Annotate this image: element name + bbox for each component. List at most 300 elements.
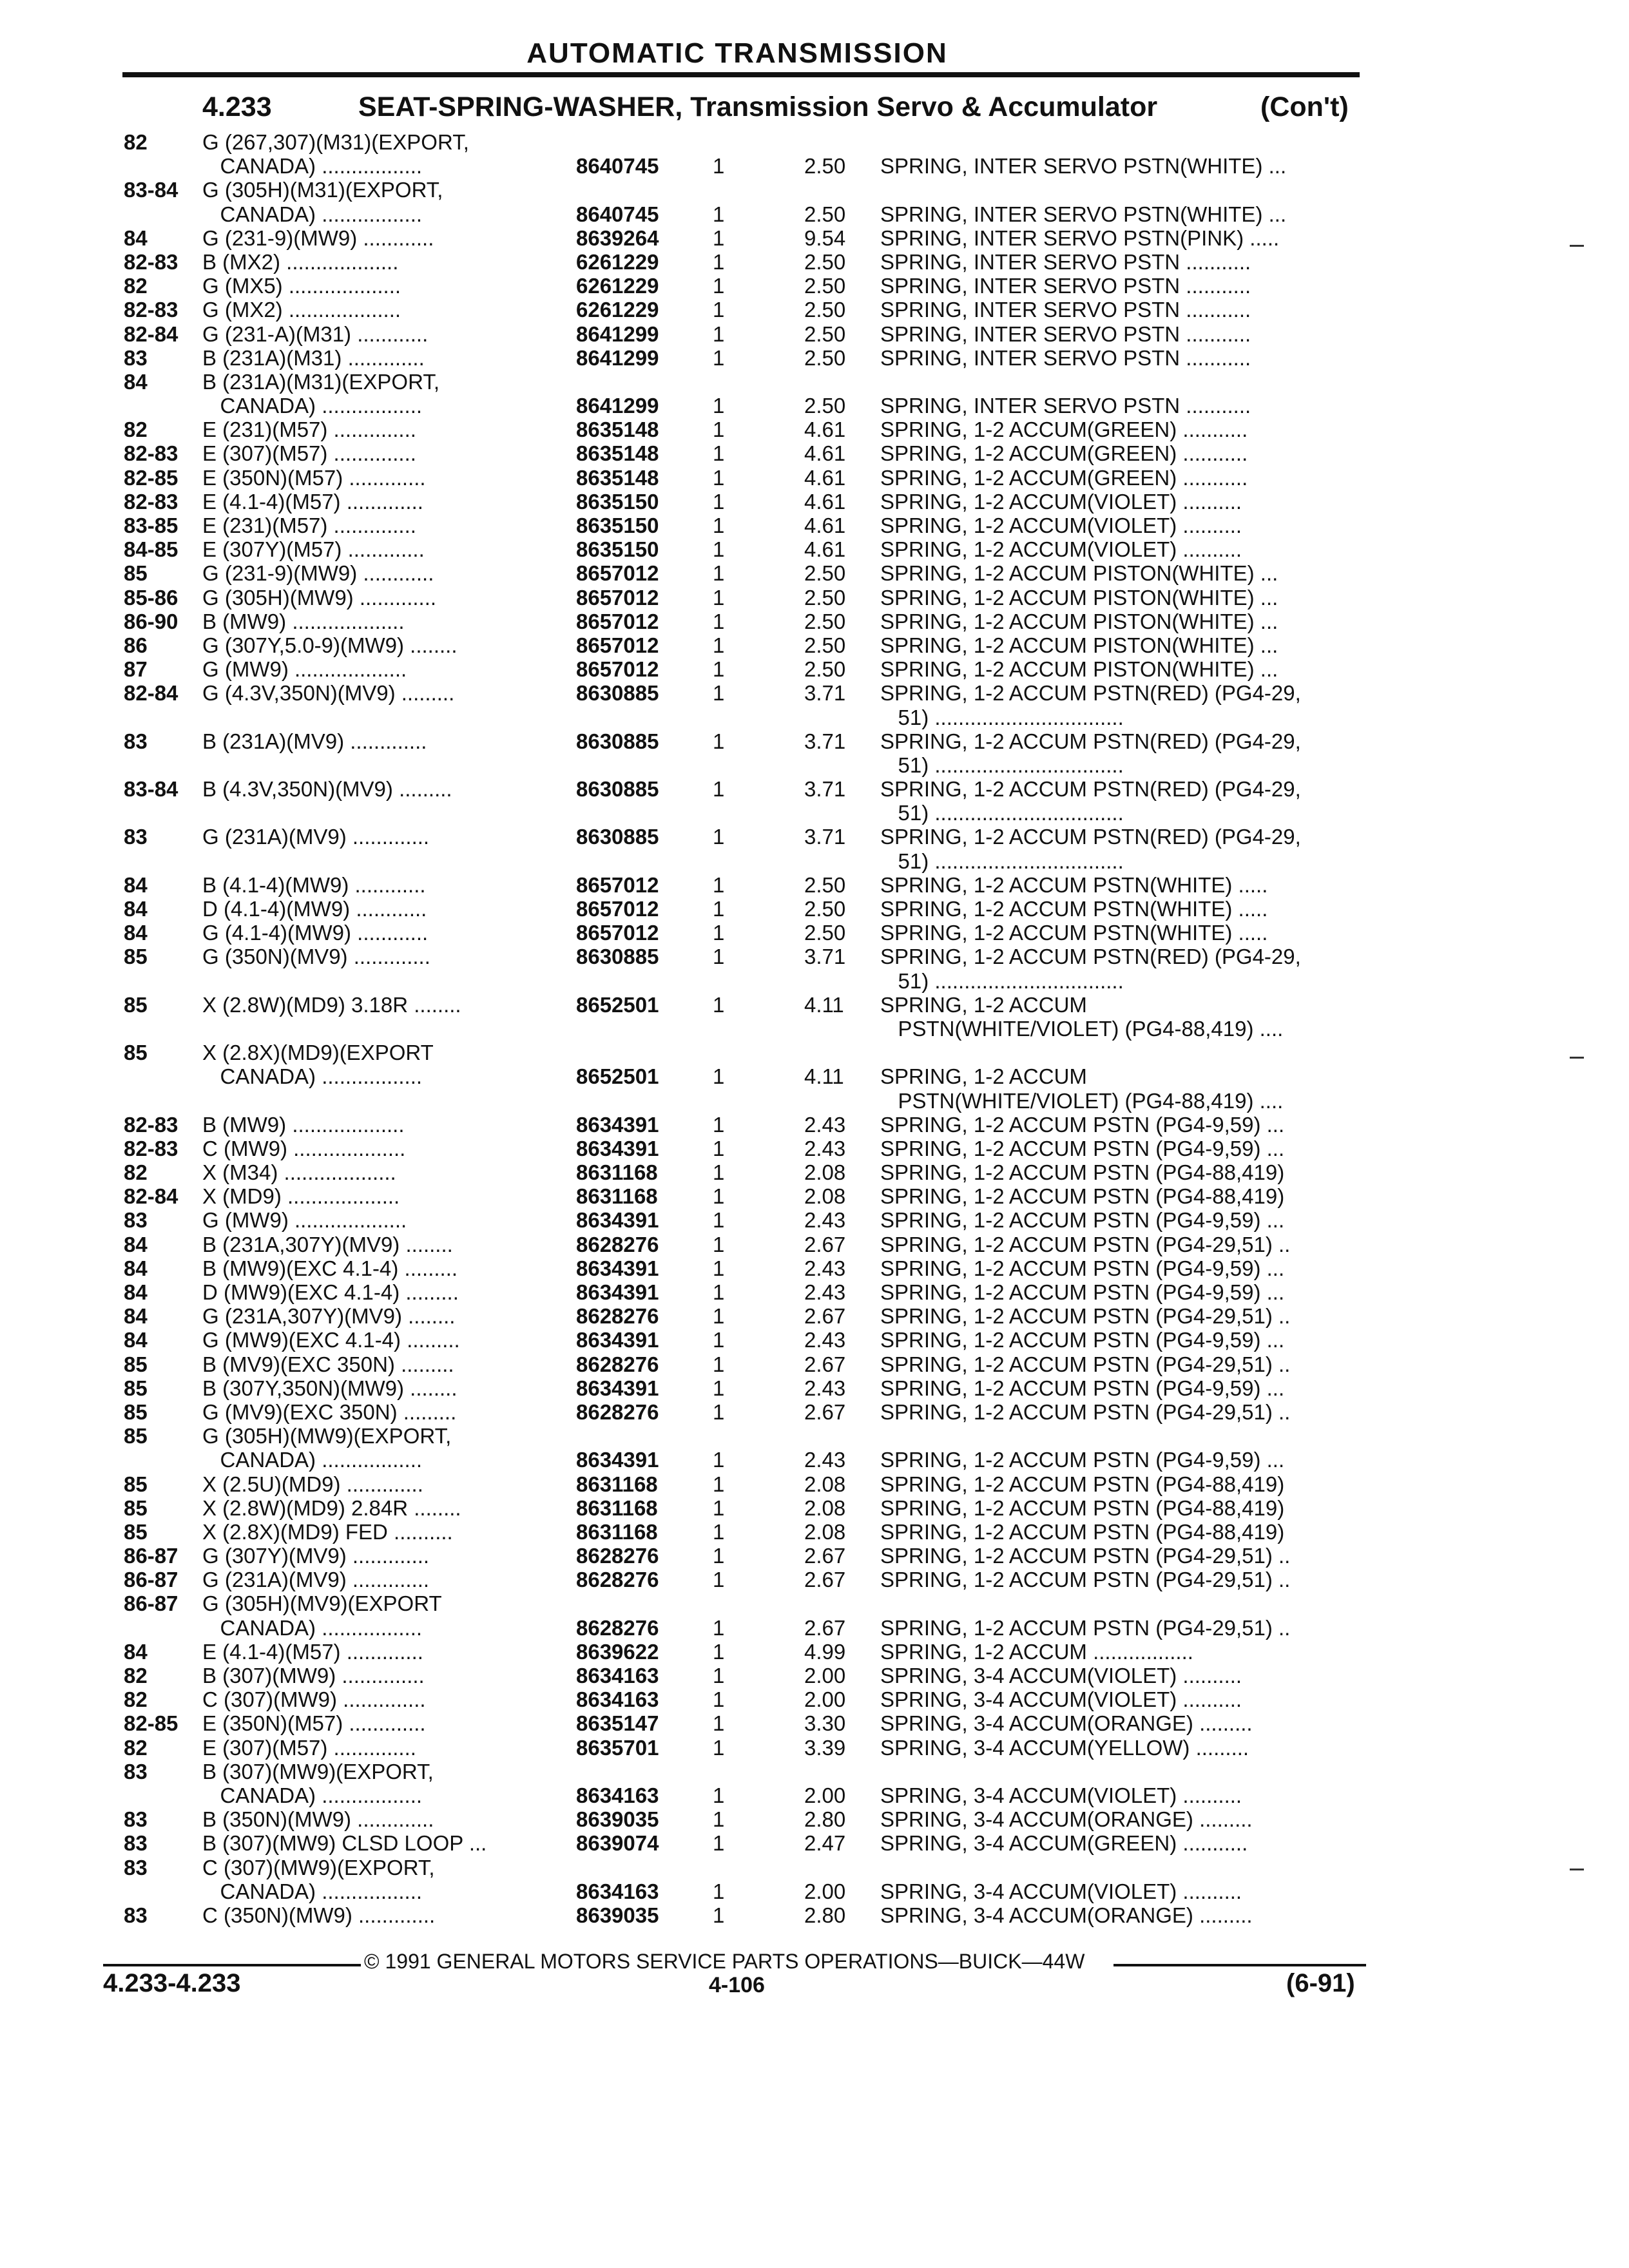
model-year: 82-83 bbox=[124, 1136, 178, 1160]
part-description: SPRING, 1-2 ACCUM PSTN (PG4-9,59) ... bbox=[880, 1280, 1285, 1304]
part-number: 8635150 bbox=[576, 537, 659, 562]
application: CANADA) ................. bbox=[202, 1879, 423, 1903]
part-number: 8634163 bbox=[576, 1687, 659, 1712]
quantity: 1 bbox=[713, 1184, 725, 1209]
part-description: SPRING, 1-2 ACCUM PSTN (PG4-9,59) ... bbox=[880, 1376, 1285, 1400]
part-description: SPRING, 1-2 ACCUM PISTON(WHITE) ... bbox=[880, 609, 1278, 633]
quantity: 1 bbox=[713, 249, 725, 274]
price: 3.71 bbox=[804, 945, 846, 969]
footer-page-number: 4-106 bbox=[709, 1973, 765, 1997]
quantity: 1 bbox=[713, 1256, 725, 1280]
application: G (231A,307Y)(MV9) ........ bbox=[202, 1304, 456, 1329]
quantity: 1 bbox=[713, 921, 725, 945]
price: 2.43 bbox=[804, 1256, 846, 1280]
part-description: SPRING, 1-2 ACCUM PSTN(RED) (PG4-29, bbox=[880, 681, 1301, 706]
price: 2.00 bbox=[804, 1783, 846, 1807]
part-number: 8639074 bbox=[576, 1831, 659, 1856]
part-description: SPRING, 1-2 ACCUM PSTN(WHITE) ..... bbox=[880, 921, 1268, 945]
model-year: 85 bbox=[124, 1399, 148, 1424]
quantity: 1 bbox=[713, 1232, 725, 1256]
model-year: 84 bbox=[124, 1256, 148, 1280]
quantity: 1 bbox=[713, 872, 725, 897]
table-row bbox=[0, 657, 1629, 681]
quantity: 1 bbox=[713, 1208, 725, 1233]
application: G (231-A)(M31) ............ bbox=[202, 322, 429, 346]
quantity: 1 bbox=[713, 1903, 725, 1927]
table-row bbox=[0, 1400, 1629, 1424]
part-description: SPRING, 1-2 ACCUM ................. bbox=[880, 1639, 1193, 1664]
part-number: 8630885 bbox=[576, 777, 659, 802]
application: X (2.8W)(MD9) 3.18R ........ bbox=[202, 992, 461, 1017]
quantity: 1 bbox=[713, 1472, 725, 1496]
part-description: SPRING, INTER SERVO PSTN ........... bbox=[880, 345, 1251, 370]
price: 2.50 bbox=[804, 872, 846, 897]
price: 2.00 bbox=[804, 1664, 846, 1687]
table-row bbox=[0, 1137, 1629, 1160]
part-number: 8631168 bbox=[576, 1160, 658, 1185]
table-row bbox=[0, 1352, 1629, 1376]
table-row bbox=[0, 633, 1629, 657]
part-number: 6261229 bbox=[576, 274, 659, 298]
price: 2.43 bbox=[804, 1208, 846, 1233]
model-year: 82-83 bbox=[124, 298, 178, 322]
price: 2.50 bbox=[804, 274, 846, 298]
price: 3.71 bbox=[804, 825, 846, 849]
model-year: 83 bbox=[124, 1903, 148, 1927]
part-description: SPRING, 1-2 ACCUM PSTN(RED) (PG4-29, bbox=[880, 729, 1301, 753]
application: B (231A)(MV9) ............. bbox=[202, 729, 427, 753]
model-year: 83 bbox=[124, 1831, 148, 1856]
table-row bbox=[0, 322, 1629, 346]
table-row bbox=[0, 801, 1629, 825]
part-description: SPRING, 1-2 ACCUM(VIOLET) .......... bbox=[880, 537, 1242, 562]
quantity: 1 bbox=[713, 202, 725, 226]
application: B (231A,307Y)(MV9) ........ bbox=[202, 1232, 453, 1256]
header-rule bbox=[122, 72, 1360, 77]
table-row bbox=[0, 250, 1629, 274]
part-number: 8634391 bbox=[576, 1256, 659, 1280]
table-row bbox=[0, 154, 1629, 178]
quantity: 1 bbox=[713, 489, 725, 514]
application: G (231-9)(MW9) ............ bbox=[202, 226, 434, 250]
table-row bbox=[0, 490, 1629, 514]
price: 2.50 bbox=[804, 633, 846, 657]
model-year: 82-83 bbox=[124, 1112, 178, 1137]
application: B (MW9)(EXC 4.1-4) ......... bbox=[202, 1256, 458, 1280]
part-number: 8657012 bbox=[576, 657, 659, 682]
table-row bbox=[0, 441, 1629, 465]
quantity: 1 bbox=[713, 1735, 725, 1760]
application: E (350N)(M57) ............. bbox=[202, 465, 426, 490]
table-row bbox=[0, 1736, 1629, 1760]
part-description: SPRING, 1-2 ACCUM PISTON(WHITE) ... bbox=[880, 561, 1278, 586]
quantity: 1 bbox=[713, 298, 725, 322]
part-description: SPRING, 1-2 ACCUM PSTN (PG4-88,419) bbox=[880, 1472, 1285, 1496]
model-year: 83-85 bbox=[124, 514, 178, 537]
model-year: 82-84 bbox=[124, 1184, 178, 1209]
model-year: 83 bbox=[124, 1855, 148, 1879]
application: G (307Y,5.0-9)(MW9) ........ bbox=[202, 633, 458, 657]
footer-date: (6-91) bbox=[1286, 1969, 1355, 1997]
application: C (MW9) ................... bbox=[202, 1136, 406, 1160]
table-row bbox=[0, 849, 1629, 873]
price: 3.71 bbox=[804, 777, 846, 802]
part-number: 8635148 bbox=[576, 465, 659, 490]
model-year: 84 bbox=[124, 1639, 148, 1664]
model-year: 84 bbox=[124, 921, 148, 945]
table-row bbox=[0, 1544, 1629, 1568]
table-row bbox=[0, 226, 1629, 250]
table-row bbox=[0, 514, 1629, 537]
model-year: 84 bbox=[124, 897, 148, 921]
application: B (MW9) ................... bbox=[202, 1112, 405, 1137]
price: 2.43 bbox=[804, 1328, 846, 1352]
table-row bbox=[0, 298, 1629, 322]
part-description: SPRING, INTER SERVO PSTN ........... bbox=[880, 274, 1251, 298]
margin-tick bbox=[1570, 1057, 1584, 1059]
quantity: 1 bbox=[713, 226, 725, 250]
quantity: 1 bbox=[713, 825, 725, 849]
quantity: 1 bbox=[713, 1544, 725, 1568]
model-year: 83 bbox=[124, 1759, 148, 1783]
model-year: 85 bbox=[124, 992, 148, 1017]
quantity: 1 bbox=[713, 992, 725, 1017]
quantity: 1 bbox=[713, 585, 725, 610]
part-description: PSTN(WHITE/VIOLET) (PG4-88,419) .... bbox=[880, 1016, 1284, 1041]
price: 3.71 bbox=[804, 729, 846, 753]
application: B (307)(MW9) .............. bbox=[202, 1664, 425, 1687]
price: 2.50 bbox=[804, 585, 846, 610]
part-number: 8640745 bbox=[576, 154, 659, 178]
part-number: 8634391 bbox=[576, 1208, 659, 1233]
quantity: 1 bbox=[713, 1519, 725, 1544]
model-year: 82 bbox=[124, 1160, 148, 1185]
table-row bbox=[0, 729, 1629, 753]
part-number: 8630885 bbox=[576, 825, 659, 849]
table-row bbox=[0, 394, 1629, 418]
table-row bbox=[0, 537, 1629, 561]
model-year: 84 bbox=[124, 1304, 148, 1329]
price: 2.50 bbox=[804, 921, 846, 945]
part-number: 8628276 bbox=[576, 1304, 659, 1329]
model-year: 85 bbox=[124, 1041, 148, 1065]
part-number: 8635150 bbox=[576, 514, 659, 537]
part-description: SPRING, 1-2 ACCUM PSTN (PG4-88,419) bbox=[880, 1519, 1285, 1544]
table-row bbox=[0, 1160, 1629, 1184]
part-description: 51) ................................ bbox=[880, 968, 1124, 993]
model-year: 83 bbox=[124, 345, 148, 370]
part-number: 8635148 bbox=[576, 441, 659, 466]
part-description: SPRING, 1-2 ACCUM PISTON(WHITE) ... bbox=[880, 585, 1278, 610]
part-description: SPRING, 3-4 ACCUM(ORANGE) ......... bbox=[880, 1807, 1253, 1832]
table-row bbox=[0, 1831, 1629, 1855]
part-description: SPRING, 1-2 ACCUM PSTN (PG4-29,51) .. bbox=[880, 1232, 1291, 1256]
table-row bbox=[0, 1233, 1629, 1256]
model-year: 83 bbox=[124, 729, 148, 753]
part-number: 8634163 bbox=[576, 1783, 659, 1807]
table-row bbox=[0, 130, 1629, 154]
quantity: 1 bbox=[713, 274, 725, 298]
part-description: SPRING, INTER SERVO PSTN(WHITE) ... bbox=[880, 154, 1287, 178]
application: CANADA) ................. bbox=[202, 1448, 423, 1472]
application: E (307Y)(M57) ............. bbox=[202, 537, 425, 562]
table-row bbox=[0, 274, 1629, 298]
part-number: 8657012 bbox=[576, 585, 659, 610]
part-description: SPRING, 1-2 ACCUM PSTN (PG4-88,419) bbox=[880, 1495, 1285, 1520]
application: B (350N)(MW9) ............. bbox=[202, 1807, 434, 1832]
part-description: SPRING, 3-4 ACCUM(YELLOW) ......... bbox=[880, 1735, 1249, 1760]
table-row bbox=[0, 1089, 1629, 1113]
table-row bbox=[0, 1856, 1629, 1879]
part-description: 51) ................................ bbox=[880, 705, 1124, 729]
part-description: SPRING, INTER SERVO PSTN ........... bbox=[880, 249, 1251, 274]
part-description: SPRING, 1-2 ACCUM PSTN (PG4-9,59) ... bbox=[880, 1208, 1285, 1233]
part-description: 51) ................................ bbox=[880, 849, 1124, 873]
application: X (2.5U)(MD9) ............. bbox=[202, 1472, 423, 1496]
price: 2.50 bbox=[804, 897, 846, 921]
price: 4.61 bbox=[804, 465, 846, 490]
table-row bbox=[0, 1472, 1629, 1496]
quantity: 1 bbox=[713, 1879, 725, 1903]
application: CANADA) ................. bbox=[202, 202, 423, 226]
application: G (267,307)(M31)(EXPORT, bbox=[202, 130, 469, 154]
application: CANADA) ................. bbox=[202, 1064, 423, 1089]
model-year: 85 bbox=[124, 1424, 148, 1448]
part-number: 8635147 bbox=[576, 1711, 659, 1736]
part-description: SPRING, 1-2 ACCUM PISTON(WHITE) ... bbox=[880, 657, 1278, 682]
application: X (MD9) ................... bbox=[202, 1184, 400, 1209]
part-number: 8635150 bbox=[576, 489, 659, 514]
table-row bbox=[0, 777, 1629, 801]
part-description: SPRING, 1-2 ACCUM PSTN (PG4-29,51) .. bbox=[880, 1399, 1291, 1424]
application: G (MW9) ................... bbox=[202, 1208, 407, 1233]
table-row bbox=[0, 586, 1629, 610]
model-year: 85 bbox=[124, 1376, 148, 1400]
model-year: 82-85 bbox=[124, 1711, 178, 1736]
table-row bbox=[0, 1783, 1629, 1807]
model-year: 84 bbox=[124, 872, 148, 897]
footer-rule-right bbox=[1113, 1964, 1366, 1966]
quantity: 1 bbox=[713, 514, 725, 537]
price: 2.50 bbox=[804, 322, 846, 346]
model-year: 82-85 bbox=[124, 465, 178, 490]
model-year: 85 bbox=[124, 1352, 148, 1376]
part-number: 8628276 bbox=[576, 1568, 659, 1592]
table-row bbox=[0, 1568, 1629, 1591]
part-description: 51) ................................ bbox=[880, 753, 1124, 777]
application: B (MW9) ................... bbox=[202, 609, 405, 633]
part-description: SPRING, 3-4 ACCUM(ORANGE) ......... bbox=[880, 1903, 1253, 1927]
quantity: 1 bbox=[713, 1831, 725, 1856]
part-number: 8640745 bbox=[576, 202, 659, 226]
model-year: 82-83 bbox=[124, 249, 178, 274]
quantity: 1 bbox=[713, 1568, 725, 1592]
part-description: SPRING, 1-2 ACCUM PSTN (PG4-29,51) .. bbox=[880, 1352, 1291, 1376]
margin-tick bbox=[1570, 1869, 1584, 1870]
price: 2.50 bbox=[804, 609, 846, 633]
table-row bbox=[0, 370, 1629, 394]
quantity: 1 bbox=[713, 897, 725, 921]
part-description: SPRING, 1-2 ACCUM PSTN (PG4-88,419) bbox=[880, 1184, 1285, 1209]
part-number: 8628276 bbox=[576, 1399, 659, 1424]
model-year: 82 bbox=[124, 274, 148, 298]
model-year: 82-84 bbox=[124, 681, 178, 706]
model-year: 84-85 bbox=[124, 537, 178, 562]
quantity: 1 bbox=[713, 1399, 725, 1424]
part-number: 8652501 bbox=[576, 1064, 659, 1089]
model-year: 83-84 bbox=[124, 178, 178, 202]
quantity: 1 bbox=[713, 1711, 725, 1736]
application: G (MX5) ................... bbox=[202, 274, 401, 298]
part-number: 8628276 bbox=[576, 1352, 659, 1376]
model-year: 86-87 bbox=[124, 1591, 178, 1616]
part-number: 8628276 bbox=[576, 1232, 659, 1256]
table-row bbox=[0, 1328, 1629, 1352]
model-year: 85-86 bbox=[124, 585, 178, 610]
table-row bbox=[0, 1256, 1629, 1280]
application: B (231A)(M31)(EXPORT, bbox=[202, 369, 439, 394]
table-row bbox=[0, 1640, 1629, 1664]
table-row bbox=[0, 945, 1629, 968]
price: 2.43 bbox=[804, 1376, 846, 1400]
application: G (231A)(MV9) ............. bbox=[202, 1568, 430, 1592]
application: E (231)(M57) .............. bbox=[202, 514, 416, 537]
table-row bbox=[0, 418, 1629, 441]
application: B (307)(MW9) CLSD LOOP ... bbox=[202, 1831, 487, 1856]
quantity: 1 bbox=[713, 1352, 725, 1376]
application: E (350N)(M57) ............. bbox=[202, 1711, 426, 1736]
section-heading bbox=[0, 91, 1629, 128]
price: 2.08 bbox=[804, 1184, 846, 1209]
quantity: 1 bbox=[713, 729, 725, 753]
price: 4.11 bbox=[804, 1064, 844, 1089]
application: G (4.1-4)(MW9) ............ bbox=[202, 921, 429, 945]
part-description: SPRING, 3-4 ACCUM(VIOLET) .......... bbox=[880, 1664, 1242, 1687]
price: 2.00 bbox=[804, 1687, 846, 1712]
part-description: SPRING, 1-2 ACCUM bbox=[880, 1064, 1087, 1089]
part-number: 8631168 bbox=[576, 1184, 658, 1209]
part-number: 8630885 bbox=[576, 729, 659, 753]
price: 2.08 bbox=[804, 1160, 846, 1185]
quantity: 1 bbox=[713, 681, 725, 706]
application: CANADA) ................. bbox=[202, 1783, 423, 1807]
part-number: 8657012 bbox=[576, 609, 659, 633]
application: C (307)(MW9)(EXPORT, bbox=[202, 1855, 435, 1879]
part-number: 6261229 bbox=[576, 249, 659, 274]
quantity: 1 bbox=[713, 394, 725, 418]
table-row bbox=[0, 1520, 1629, 1544]
footer-section-range: 4.233-4.233 bbox=[103, 1969, 241, 1997]
table-row bbox=[0, 1760, 1629, 1783]
part-description: SPRING, INTER SERVO PSTN ........... bbox=[880, 298, 1251, 322]
quantity: 1 bbox=[713, 322, 725, 346]
price: 2.08 bbox=[804, 1519, 846, 1544]
model-year: 82 bbox=[124, 418, 148, 442]
table-row bbox=[0, 466, 1629, 490]
application: B (307Y,350N)(MW9) ........ bbox=[202, 1376, 458, 1400]
price: 2.50 bbox=[804, 202, 846, 226]
price: 2.50 bbox=[804, 249, 846, 274]
table-row bbox=[0, 1184, 1629, 1208]
model-year: 84 bbox=[124, 1232, 148, 1256]
price: 2.67 bbox=[804, 1544, 846, 1568]
model-year: 82-84 bbox=[124, 322, 178, 346]
part-number: 8641299 bbox=[576, 322, 659, 346]
footer-copyright: © 1991 GENERAL MOTORS SERVICE PARTS OPERATIONS—BUICK—44W bbox=[364, 1950, 1085, 1973]
quantity: 1 bbox=[713, 561, 725, 586]
part-number: 8634391 bbox=[576, 1112, 659, 1137]
part-number: 8657012 bbox=[576, 921, 659, 945]
table-row bbox=[0, 706, 1629, 729]
model-year: 83 bbox=[124, 1208, 148, 1233]
table-row bbox=[0, 561, 1629, 585]
part-description: SPRING, 1-2 ACCUM PSTN (PG4-29,51) .. bbox=[880, 1544, 1291, 1568]
part-number: 8639622 bbox=[576, 1639, 659, 1664]
model-year: 82 bbox=[124, 1735, 148, 1760]
quantity: 1 bbox=[713, 1376, 725, 1400]
part-description: SPRING, 1-2 ACCUM PSTN (PG4-9,59) ... bbox=[880, 1256, 1285, 1280]
table-row bbox=[0, 681, 1629, 705]
table-row bbox=[0, 1041, 1629, 1064]
part-number: 8635148 bbox=[576, 418, 659, 442]
price: 2.67 bbox=[804, 1399, 846, 1424]
application: G (231A)(MV9) ............. bbox=[202, 825, 430, 849]
section-continued: (Con't) bbox=[1260, 91, 1349, 122]
quantity: 1 bbox=[713, 441, 725, 466]
table-row bbox=[0, 178, 1629, 202]
part-number: 8631168 bbox=[576, 1519, 658, 1544]
model-year: 83 bbox=[124, 1807, 148, 1832]
part-number: 8652501 bbox=[576, 992, 659, 1017]
part-number: 6261229 bbox=[576, 298, 659, 322]
part-number: 8641299 bbox=[576, 345, 659, 370]
part-number: 8657012 bbox=[576, 872, 659, 897]
application: E (4.1-4)(M57) ............. bbox=[202, 489, 423, 514]
model-year: 84 bbox=[124, 1280, 148, 1304]
part-number: 8657012 bbox=[576, 561, 659, 586]
price: 2.50 bbox=[804, 657, 846, 682]
application: G (305H)(MW9) ............. bbox=[202, 585, 437, 610]
application: E (4.1-4)(M57) ............. bbox=[202, 1639, 423, 1664]
price: 3.71 bbox=[804, 681, 846, 706]
part-description: PSTN(WHITE/VIOLET) (PG4-88,419) .... bbox=[880, 1088, 1284, 1113]
part-description: SPRING, 1-2 ACCUM PSTN(RED) (PG4-29, bbox=[880, 777, 1301, 802]
model-year: 87 bbox=[124, 657, 148, 682]
table-row bbox=[0, 1664, 1629, 1687]
model-year: 86 bbox=[124, 633, 148, 657]
part-description: SPRING, 3-4 ACCUM(VIOLET) .......... bbox=[880, 1879, 1242, 1903]
part-description: SPRING, 1-2 ACCUM PSTN (PG4-9,59) ... bbox=[880, 1136, 1285, 1160]
part-description: SPRING, 1-2 ACCUM PSTN(RED) (PG4-29, bbox=[880, 825, 1301, 849]
price: 2.50 bbox=[804, 154, 846, 178]
footer-rule-left bbox=[103, 1964, 361, 1966]
application: G (307Y)(MV9) ............. bbox=[202, 1544, 430, 1568]
section-number: 4.233 bbox=[202, 91, 272, 122]
part-description: SPRING, 3-4 ACCUM(GREEN) ........... bbox=[880, 1831, 1248, 1856]
part-description: SPRING, 1-2 ACCUM(VIOLET) .......... bbox=[880, 489, 1242, 514]
price: 4.61 bbox=[804, 514, 846, 537]
part-number: 8628276 bbox=[576, 1544, 659, 1568]
part-number: 8639035 bbox=[576, 1903, 659, 1927]
table-row bbox=[0, 1376, 1629, 1400]
price: 2.67 bbox=[804, 1568, 846, 1592]
quantity: 1 bbox=[713, 945, 725, 969]
table-row bbox=[0, 897, 1629, 921]
table-row bbox=[0, 1807, 1629, 1831]
part-description: SPRING, INTER SERVO PSTN ........... bbox=[880, 394, 1251, 418]
model-year: 85 bbox=[124, 1519, 148, 1544]
table-row bbox=[0, 1280, 1629, 1304]
